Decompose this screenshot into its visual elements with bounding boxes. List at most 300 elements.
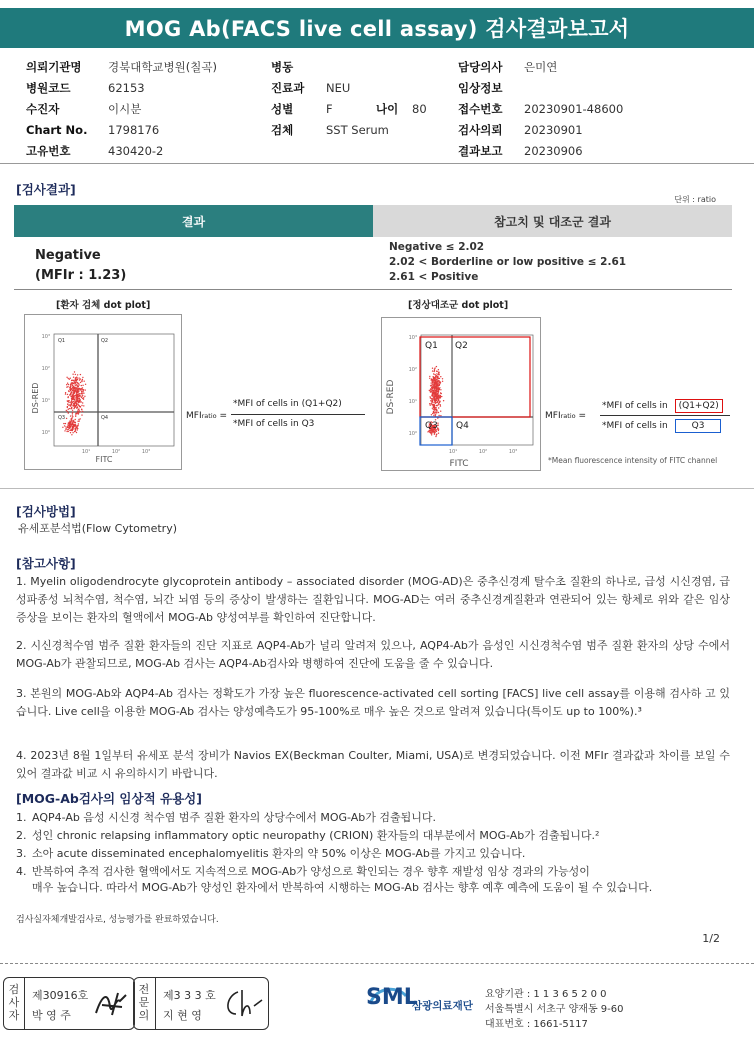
dot bbox=[80, 411, 81, 412]
note-2: 2. 시신경척수염 범주 질환 환자들의 진단 지표로 AQP4-Ab가 널리 알려져 있으나, AQP4-Ab가 음성인 시신경척수염 범주 질환 환자의 상당 수에서 MOG-Ab가 관찰되므로, MOG-Ab 검사는 AQP4-Ab검사와 병행하여 진단에 도움을 줄 수 있습니다. bbox=[16, 639, 730, 670]
dot bbox=[67, 397, 68, 398]
dot bbox=[73, 392, 74, 393]
dot bbox=[75, 374, 76, 375]
dot bbox=[75, 383, 76, 384]
dot bbox=[434, 374, 435, 375]
dot bbox=[81, 414, 82, 415]
dot bbox=[68, 400, 69, 401]
dot bbox=[73, 404, 74, 405]
dot bbox=[434, 392, 435, 393]
patient-dots bbox=[62, 371, 86, 435]
dot bbox=[431, 379, 432, 380]
dot bbox=[435, 381, 436, 382]
dot bbox=[71, 401, 72, 402]
dot bbox=[436, 373, 437, 374]
dot bbox=[72, 416, 73, 417]
quadrant-label: Q2 bbox=[101, 338, 109, 344]
dot bbox=[77, 386, 78, 387]
dot bbox=[68, 391, 69, 392]
dot bbox=[430, 397, 431, 398]
dot bbox=[434, 406, 435, 407]
y-axis-label: DS-RED bbox=[31, 382, 40, 414]
specialist-license: 제3 3 3 호 bbox=[163, 989, 216, 1002]
dot bbox=[68, 426, 69, 427]
dot bbox=[432, 396, 433, 397]
value-patient-name: 이시분 bbox=[108, 101, 142, 116]
dot bbox=[63, 423, 64, 424]
dot bbox=[82, 379, 83, 380]
q3-box: Q3 bbox=[675, 419, 722, 433]
dot bbox=[77, 395, 78, 396]
dot bbox=[439, 389, 440, 390]
dot bbox=[76, 396, 77, 397]
dot bbox=[82, 377, 83, 378]
dot bbox=[82, 393, 83, 394]
value-chart-no: 1798176 bbox=[108, 122, 160, 137]
dot bbox=[79, 395, 80, 396]
dot bbox=[438, 369, 439, 370]
dot bbox=[81, 385, 82, 386]
dot bbox=[438, 372, 439, 373]
dot bbox=[66, 384, 67, 385]
dot bbox=[77, 396, 78, 397]
clinical-section-title: [MOG-Ab검사의 임상적 유용성] bbox=[16, 791, 202, 806]
sml-logo-text: SML bbox=[366, 985, 418, 1010]
dot bbox=[430, 389, 431, 390]
dot bbox=[439, 374, 440, 375]
label-requesting-institution: 의뢰기관명 bbox=[26, 59, 82, 74]
facility-code: 요양기관 : 1 1 3 6 5 2 0 0 bbox=[485, 989, 607, 1000]
development-note: 검사실자체개발검사로, 성능평가를 완료하였습니다. bbox=[16, 915, 219, 925]
dot bbox=[434, 369, 435, 370]
dot bbox=[436, 377, 437, 378]
dot bbox=[78, 396, 79, 397]
dot bbox=[435, 401, 436, 402]
clinical-item: 1. AQP4-Ab 음성 시신경 척수염 범주 질환 환자의 상당수에서 MOG-Ab가 검출됩니다. bbox=[16, 811, 437, 824]
dot bbox=[80, 382, 81, 383]
dot bbox=[436, 371, 437, 372]
dot bbox=[71, 380, 72, 381]
dot bbox=[82, 391, 83, 392]
dot bbox=[78, 377, 79, 378]
dot bbox=[439, 381, 440, 382]
dot bbox=[74, 384, 75, 385]
dot bbox=[69, 379, 70, 380]
dot bbox=[79, 401, 80, 402]
dot bbox=[64, 425, 65, 426]
mfi-ratio-label-control: MFIratio = bbox=[545, 411, 587, 421]
dot bbox=[74, 395, 75, 396]
dot bbox=[81, 409, 82, 410]
label-receipt-no: 접수번호 bbox=[458, 101, 503, 116]
dot bbox=[72, 405, 73, 406]
label-department: 진료과 bbox=[271, 80, 305, 95]
quadrant-label: Q1 bbox=[58, 338, 66, 344]
sig-divider bbox=[155, 977, 156, 1030]
dot bbox=[430, 405, 431, 406]
sig-label-specialist: 전 문 의 bbox=[138, 983, 150, 1022]
dot bbox=[435, 414, 436, 415]
patient-dot-plot bbox=[24, 314, 182, 470]
dot bbox=[439, 387, 440, 388]
dot bbox=[70, 415, 71, 416]
unit-label: 단위 : ratio bbox=[674, 195, 716, 204]
dot bbox=[81, 391, 82, 392]
dot bbox=[443, 400, 444, 401]
dot bbox=[430, 400, 431, 401]
dot bbox=[77, 413, 78, 414]
y-axis-label: DS-RED bbox=[386, 379, 396, 415]
dot bbox=[74, 371, 75, 372]
dot bbox=[84, 381, 85, 382]
dot bbox=[75, 416, 76, 417]
dot bbox=[438, 381, 439, 382]
dot bbox=[66, 410, 67, 411]
dot bbox=[81, 401, 82, 402]
dot bbox=[65, 423, 66, 424]
dot bbox=[441, 396, 442, 397]
dot bbox=[85, 384, 86, 385]
dot bbox=[72, 412, 73, 413]
dot bbox=[436, 396, 437, 397]
report-title: MOG Ab(FACS live cell assay) 검사결과보고서 bbox=[0, 8, 754, 48]
dot bbox=[434, 383, 435, 384]
dot bbox=[65, 426, 66, 427]
dot bbox=[440, 404, 441, 405]
dot bbox=[442, 381, 443, 382]
dot bbox=[75, 426, 76, 427]
value-hospital-code: 62153 bbox=[108, 80, 145, 95]
dot bbox=[437, 417, 438, 418]
dot bbox=[78, 400, 79, 401]
dot bbox=[67, 404, 68, 405]
dot bbox=[67, 411, 68, 412]
company-address: 서울특별시 서초구 양재동 9-60 bbox=[485, 1004, 624, 1015]
company-name: 삼광의료재단 bbox=[412, 1000, 473, 1012]
dot bbox=[70, 387, 71, 388]
value-department: NEU bbox=[326, 80, 351, 95]
dot bbox=[71, 420, 72, 421]
dot bbox=[78, 409, 79, 410]
dot bbox=[433, 415, 434, 416]
dot bbox=[75, 387, 76, 388]
x-tick: 10² bbox=[111, 449, 121, 455]
dot bbox=[77, 425, 78, 426]
label-request-date: 검사의뢰 bbox=[458, 122, 503, 137]
value-requesting-institution: 경북대학교병원(칠곡) bbox=[108, 59, 217, 74]
dot bbox=[435, 378, 436, 379]
dot bbox=[431, 382, 432, 383]
dot bbox=[68, 412, 69, 413]
dot bbox=[434, 398, 435, 399]
examiner-license: 제30916호 bbox=[32, 989, 89, 1002]
dot bbox=[71, 403, 72, 404]
page-number: 1/2 bbox=[702, 932, 720, 945]
dot bbox=[434, 370, 435, 371]
dot bbox=[85, 389, 86, 390]
value-unique-no: 430420-2 bbox=[108, 143, 164, 158]
mfi-denominator-control: *MFI of cells in Q3 bbox=[602, 419, 721, 433]
dot bbox=[432, 368, 433, 369]
x-tick: 10² bbox=[478, 449, 488, 455]
dot bbox=[72, 385, 73, 386]
dot bbox=[429, 403, 430, 404]
dot bbox=[75, 430, 76, 431]
dot bbox=[432, 393, 433, 394]
dot bbox=[78, 402, 79, 403]
dot bbox=[75, 419, 76, 420]
dot bbox=[65, 393, 66, 394]
company-phone: 대표번호 : 1661-5117 bbox=[485, 1019, 588, 1030]
x-axis-label: FITC bbox=[95, 455, 113, 464]
dot bbox=[77, 379, 78, 380]
dot bbox=[70, 378, 71, 379]
label-doctor: 담당의사 bbox=[458, 59, 503, 74]
fitc-footnote: *Mean fluorescence intensity of FITC channel bbox=[548, 456, 718, 465]
dot bbox=[66, 431, 67, 432]
dot bbox=[82, 402, 83, 403]
clinical-item: 2. 성인 chronic relapsing inflammatory optic neuropathy (CRION) 환자들의 대부분에서 MOG-Ab가 검출됩니다.² bbox=[16, 829, 600, 842]
patient-col-1 bbox=[26, 56, 217, 161]
dot bbox=[72, 414, 73, 415]
dot bbox=[437, 384, 438, 385]
reference-positive: 2.61 < Positive bbox=[389, 271, 479, 283]
clinical-item: 매우 높습니다. 따라서 MOG-Ab가 양성인 환자에서 반복하여 시행하는 MOG-Ab 검사는 향후 예후 예측에 도움이 될 수 있습니다. bbox=[32, 881, 653, 894]
dot bbox=[78, 423, 79, 424]
dot bbox=[436, 394, 437, 395]
dot bbox=[431, 387, 432, 388]
label-sex: 성별 bbox=[271, 101, 294, 116]
dot bbox=[73, 377, 74, 378]
dot bbox=[79, 389, 80, 390]
dot bbox=[431, 414, 432, 415]
dot bbox=[75, 382, 76, 383]
examiner-name: 박 영 주 bbox=[32, 1009, 71, 1022]
dot bbox=[432, 404, 433, 405]
control-plot-title: [정상대조군 dot plot] bbox=[408, 300, 509, 311]
dot bbox=[432, 383, 433, 384]
dot bbox=[76, 402, 77, 403]
result-value bbox=[14, 237, 373, 289]
dot bbox=[70, 393, 71, 394]
examiner-signature bbox=[92, 985, 130, 1023]
dot bbox=[70, 389, 71, 390]
dot bbox=[71, 391, 72, 392]
dot bbox=[438, 398, 439, 399]
label-clinical-info: 임상정보 bbox=[458, 80, 503, 95]
dot bbox=[433, 411, 434, 412]
dot bbox=[71, 434, 72, 435]
results-table bbox=[14, 205, 732, 290]
control-dot-plot bbox=[381, 317, 541, 471]
dot bbox=[68, 431, 69, 432]
dot bbox=[78, 419, 79, 420]
y-tick: 10¹ bbox=[408, 399, 417, 405]
dot bbox=[70, 385, 71, 386]
dot bbox=[432, 370, 433, 371]
dot bbox=[73, 421, 74, 422]
reference-ranges bbox=[373, 237, 732, 289]
quadrant-label: Q2 bbox=[455, 341, 468, 351]
y-tick: 10¹ bbox=[41, 398, 50, 404]
dot bbox=[436, 389, 437, 390]
mfi-denominator-patient: *MFI of cells in Q3 bbox=[233, 419, 315, 429]
dot bbox=[81, 405, 82, 406]
dot bbox=[77, 374, 78, 375]
label-unique-no: 고유번호 bbox=[26, 143, 71, 158]
dot bbox=[62, 427, 63, 428]
patient-col-2 bbox=[271, 56, 427, 140]
dot bbox=[433, 376, 434, 377]
dot bbox=[438, 433, 439, 434]
dot bbox=[433, 402, 434, 403]
fraction-line bbox=[600, 415, 730, 416]
dot bbox=[73, 391, 74, 392]
dot bbox=[438, 378, 439, 379]
dot bbox=[438, 396, 439, 397]
dot bbox=[75, 380, 76, 381]
dot bbox=[77, 429, 78, 430]
specialist-signature bbox=[222, 986, 264, 1022]
dot bbox=[432, 432, 433, 433]
dot bbox=[76, 403, 77, 404]
dot bbox=[76, 384, 77, 385]
dot bbox=[71, 383, 72, 384]
dot bbox=[433, 412, 434, 413]
x-axis-label: FITC bbox=[449, 459, 469, 469]
dot bbox=[72, 429, 73, 430]
dot bbox=[71, 388, 72, 389]
fraction-line bbox=[231, 414, 365, 415]
dot bbox=[69, 430, 70, 431]
dot bbox=[70, 432, 71, 433]
dot bbox=[433, 373, 434, 374]
patient-plot-title: [환자 검체 dot plot] bbox=[56, 300, 151, 311]
dot bbox=[72, 410, 73, 411]
dot bbox=[434, 387, 435, 388]
dot bbox=[77, 404, 78, 405]
notes-section-title: [참고사항] bbox=[16, 556, 76, 571]
dot bbox=[440, 389, 441, 390]
dot bbox=[74, 391, 75, 392]
label-hospital-code: 병원코드 bbox=[26, 80, 71, 95]
quadrant-label: Q3 bbox=[58, 415, 66, 421]
dot bbox=[431, 389, 432, 390]
dot bbox=[72, 423, 73, 424]
dot bbox=[440, 376, 441, 377]
dot bbox=[438, 430, 439, 431]
value-report-date: 20230906 bbox=[524, 143, 583, 158]
dot bbox=[81, 381, 82, 382]
dot bbox=[76, 388, 77, 389]
dot bbox=[71, 418, 72, 419]
y-tick: 10² bbox=[41, 366, 50, 372]
method-section-title: [검사방법] bbox=[16, 504, 76, 519]
dot bbox=[79, 388, 80, 389]
dot bbox=[434, 409, 435, 410]
dot bbox=[71, 398, 72, 399]
dot bbox=[68, 425, 69, 426]
dot bbox=[433, 381, 434, 382]
dot bbox=[434, 397, 435, 398]
dot bbox=[440, 411, 441, 412]
dot bbox=[66, 387, 67, 388]
dot bbox=[67, 401, 68, 402]
dot bbox=[437, 379, 438, 380]
clinical-item: 4. 반복하여 추적 검사한 혈액에서도 지속적으로 MOG-Ab가 양성으로 확인되는 경우 향후 재발성 임상 경과의 가능성이 bbox=[16, 865, 590, 878]
dot bbox=[72, 432, 73, 433]
value-request-date: 20230901 bbox=[524, 122, 583, 137]
specialist-name: 지 현 영 bbox=[163, 1009, 202, 1022]
dot bbox=[74, 428, 75, 429]
dot bbox=[435, 376, 436, 377]
dot bbox=[67, 407, 68, 408]
dot bbox=[78, 384, 79, 385]
dot bbox=[76, 413, 77, 414]
dot bbox=[435, 407, 436, 408]
dot bbox=[69, 422, 70, 423]
dot bbox=[434, 412, 435, 413]
dot bbox=[76, 399, 77, 400]
dot bbox=[429, 376, 430, 377]
reference-header: 참고치 및 대조군 결과 bbox=[373, 205, 732, 237]
dot bbox=[438, 400, 439, 401]
label-report-date: 결과보고 bbox=[458, 143, 503, 158]
dot bbox=[436, 434, 437, 435]
label-ward: 병동 bbox=[271, 59, 294, 74]
dot bbox=[80, 406, 81, 407]
dot bbox=[80, 418, 81, 419]
dot bbox=[68, 409, 69, 410]
dot bbox=[438, 383, 439, 384]
note-4: 4. 2023년 8월 1일부터 유세포 분석 장비가 Navios EX(Beckman Coulter, Miami, USA)로 변경되었습니다. 이전 MFIr 결과값과 차이를 보일 수 있어 결과값 비교 시 유의하시기 바랍니다. bbox=[16, 749, 730, 780]
dot bbox=[71, 407, 72, 408]
dot bbox=[76, 432, 77, 433]
dot bbox=[77, 428, 78, 429]
dot bbox=[436, 391, 437, 392]
dot bbox=[435, 403, 436, 404]
x-tick: 10¹ bbox=[448, 449, 458, 455]
dot bbox=[433, 390, 434, 391]
dot bbox=[78, 383, 79, 384]
dot bbox=[432, 386, 433, 387]
dot bbox=[438, 412, 439, 413]
mfi-numerator-control: *MFI of cells in (Q1+Q2) bbox=[602, 399, 723, 413]
value-receipt-no: 20230901-48600 bbox=[524, 101, 624, 116]
dot bbox=[431, 432, 432, 433]
x-tick: 10¹ bbox=[81, 449, 91, 455]
dot bbox=[68, 384, 69, 385]
dot bbox=[73, 394, 74, 395]
value-specimen: SST Serum bbox=[326, 122, 389, 137]
dot bbox=[78, 391, 79, 392]
dot bbox=[64, 430, 65, 431]
label-patient-name: 수진자 bbox=[26, 101, 60, 116]
quadrant-label: Q3 bbox=[425, 421, 438, 431]
dot bbox=[76, 405, 77, 406]
dot bbox=[71, 408, 72, 409]
quadrant-label: Q1 bbox=[425, 341, 438, 351]
label-age: 나이 bbox=[376, 101, 399, 116]
dot bbox=[73, 401, 74, 402]
dot bbox=[72, 374, 73, 375]
y-tick: 10² bbox=[408, 367, 417, 373]
dot bbox=[79, 398, 80, 399]
dot bbox=[436, 366, 437, 367]
dot bbox=[83, 389, 84, 390]
mfi-numerator-patient: *MFI of cells in (Q1+Q2) bbox=[233, 399, 342, 409]
dot bbox=[436, 386, 437, 387]
